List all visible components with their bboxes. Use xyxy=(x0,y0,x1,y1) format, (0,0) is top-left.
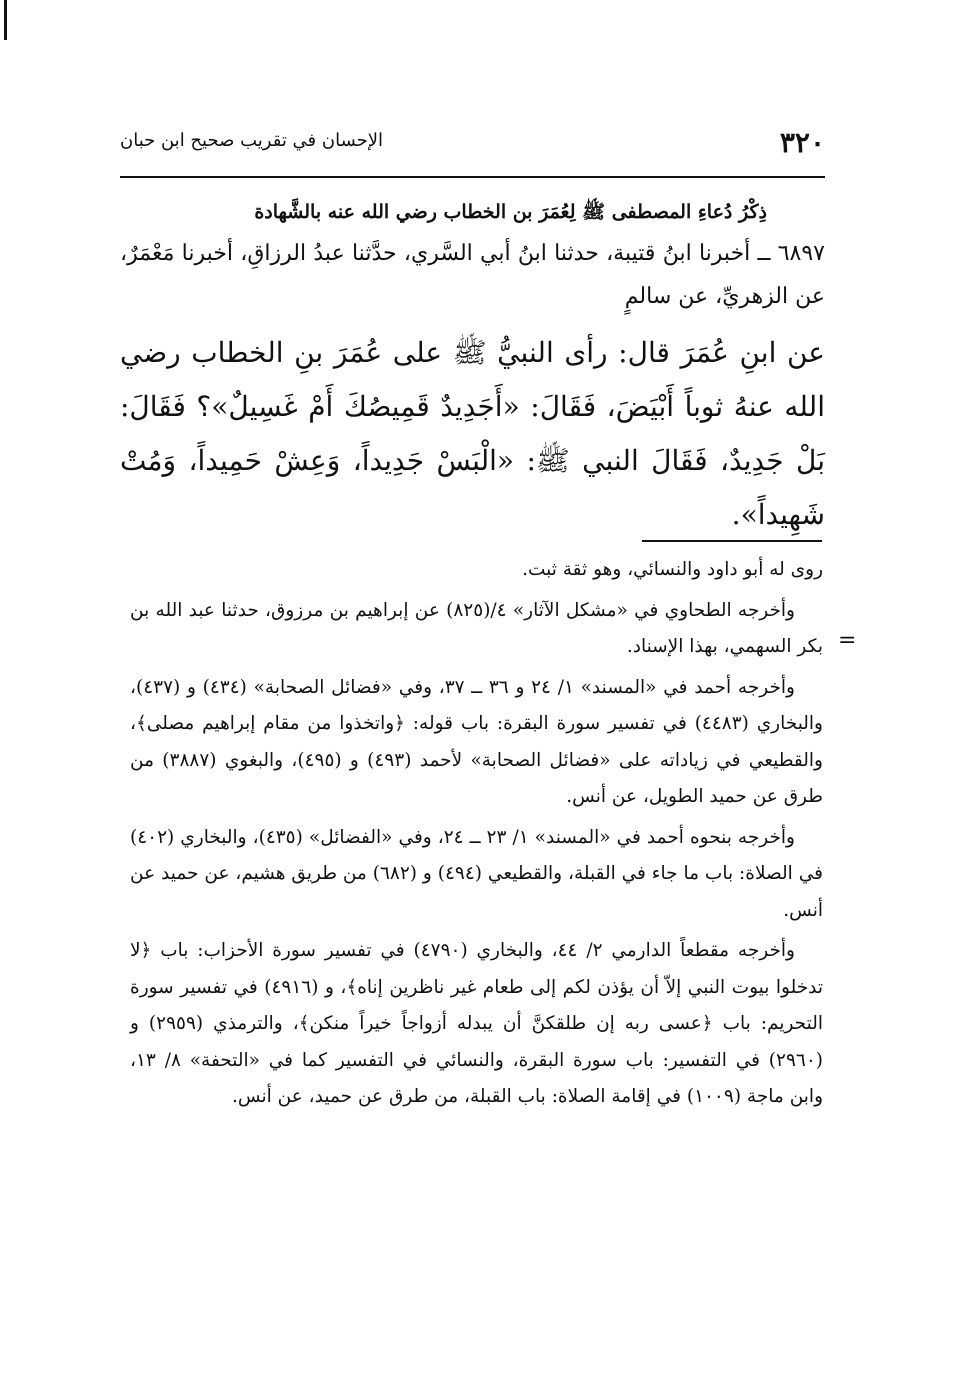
footnote-paragraph: روى له أبو داود والنسائي، وهو ثقة ثبت. xyxy=(522,559,823,580)
chapter-heading: ذِكْرُ دُعاءِ المصطفى ﷺ لِعُمَرَ بن الخطاب رضي الله عنه بالشَّهادة xyxy=(254,201,767,223)
running-title: الإحسان في تقريب صحيح ابن حبان xyxy=(120,130,384,151)
main-text xyxy=(120,192,825,542)
header-rule xyxy=(120,176,825,178)
hadith-chain: ٦٨٩٧ ــ أخبرنا ابنُ قتيبة، حدثنا ابنُ أبي السَّري، حدَّثنا عبدُ الرزاقِ، أخبرنا مَعْمَرٌ، عن الزهريِّ، عن سالمٍ xyxy=(120,241,825,309)
footnote-paragraph: وأخرجه أحمد في «المسند» ١/ ٢٤ و ٣٦ ــ ٣٧، وفي «فضائل الصحابة» (٤٣٤) و (٤٣٧)، والبخاري (٤٤٨٣) في تفسير سورة البقرة: باب قوله: ﴿واتخذوا من مقام إبراهيم مصلى﴾، والقطيعي في زياداته على «فضائل الصحابة» لأحمد (٤٩٣) و (٤٩٥)، والبغوي (٣٨٨٧) من طرق عن حميد الطويل، عن أنس. xyxy=(130,676,823,807)
page-header xyxy=(120,126,825,166)
scan-edge-mark xyxy=(4,0,7,40)
footnote-paragraph: وأخرجه مقطعاً الدارمي ٢/ ٤٤، والبخاري (٤٧٩٠) في تفسير سورة الأحزاب: باب ﴿لا تدخلوا بيوت النبي إلاّ أن يؤذن لكم إلى طعام غير ناظرين إناه﴾، و (٤٩١٦) في تفسير سورة التحريم: باب ﴿عسى ربه إن طلقكنَّ أن يبدله أزواجاً خيراً منكن﴾، والترمذي (٢٩٥٩) و (٢٩٦٠) في التفسير: باب سورة البقرة، والنسائي في التفسير كما في «التحفة» ٨/ ١٣، وابن ماجة (١٠٠٩) في إقامة الصلاة: باب القبلة، من طرق عن حميد، عن أنس. xyxy=(130,940,823,1107)
footnote-paragraph: وأخرجه بنحوه أحمد في «المسند» ١/ ٢٣ ــ ٢٤، وفي «الفضائل» (٤٣٥)، والبخاري (٤٠٢) في الصلاة: باب ما جاء في القبلة، والقطيعي (٤٩٤) و (٦٨٢) من طريق هشيم، عن حميد عن أنس. xyxy=(130,826,823,921)
footnotes xyxy=(130,552,823,1120)
hadith-matn: عن ابنِ عُمَرَ قال: رأى النبيُّ ﷺ على عُمَرَ بنِ الخطاب رضي الله عنهُ ثوباً أَبْيَضَ، فَقَالَ: «أَجَدِيدٌ قَمِيصُكَ أَمْ غَسِيلٌ»؟ فَقَالَ: بَلْ جَدِيدٌ، فَقَالَ النبي ﷺ: «الْبَسْ جَدِيداً، وَعِشْ حَمِيداً، وَمُتْ شَهِيداً». xyxy=(120,336,825,531)
footnote-paragraph: وأخرجه الطحاوي في «مشكل الآثار» ٤/(٨٢٥) عن إبراهيم بن مرزوق، حدثنا عبد الله بن بكر السهمي، بهذا الإسناد. xyxy=(130,599,823,657)
page-number: ٣٢٠ xyxy=(779,126,825,159)
footnote-rule xyxy=(642,540,822,542)
continuation-mark: = xyxy=(838,628,857,653)
